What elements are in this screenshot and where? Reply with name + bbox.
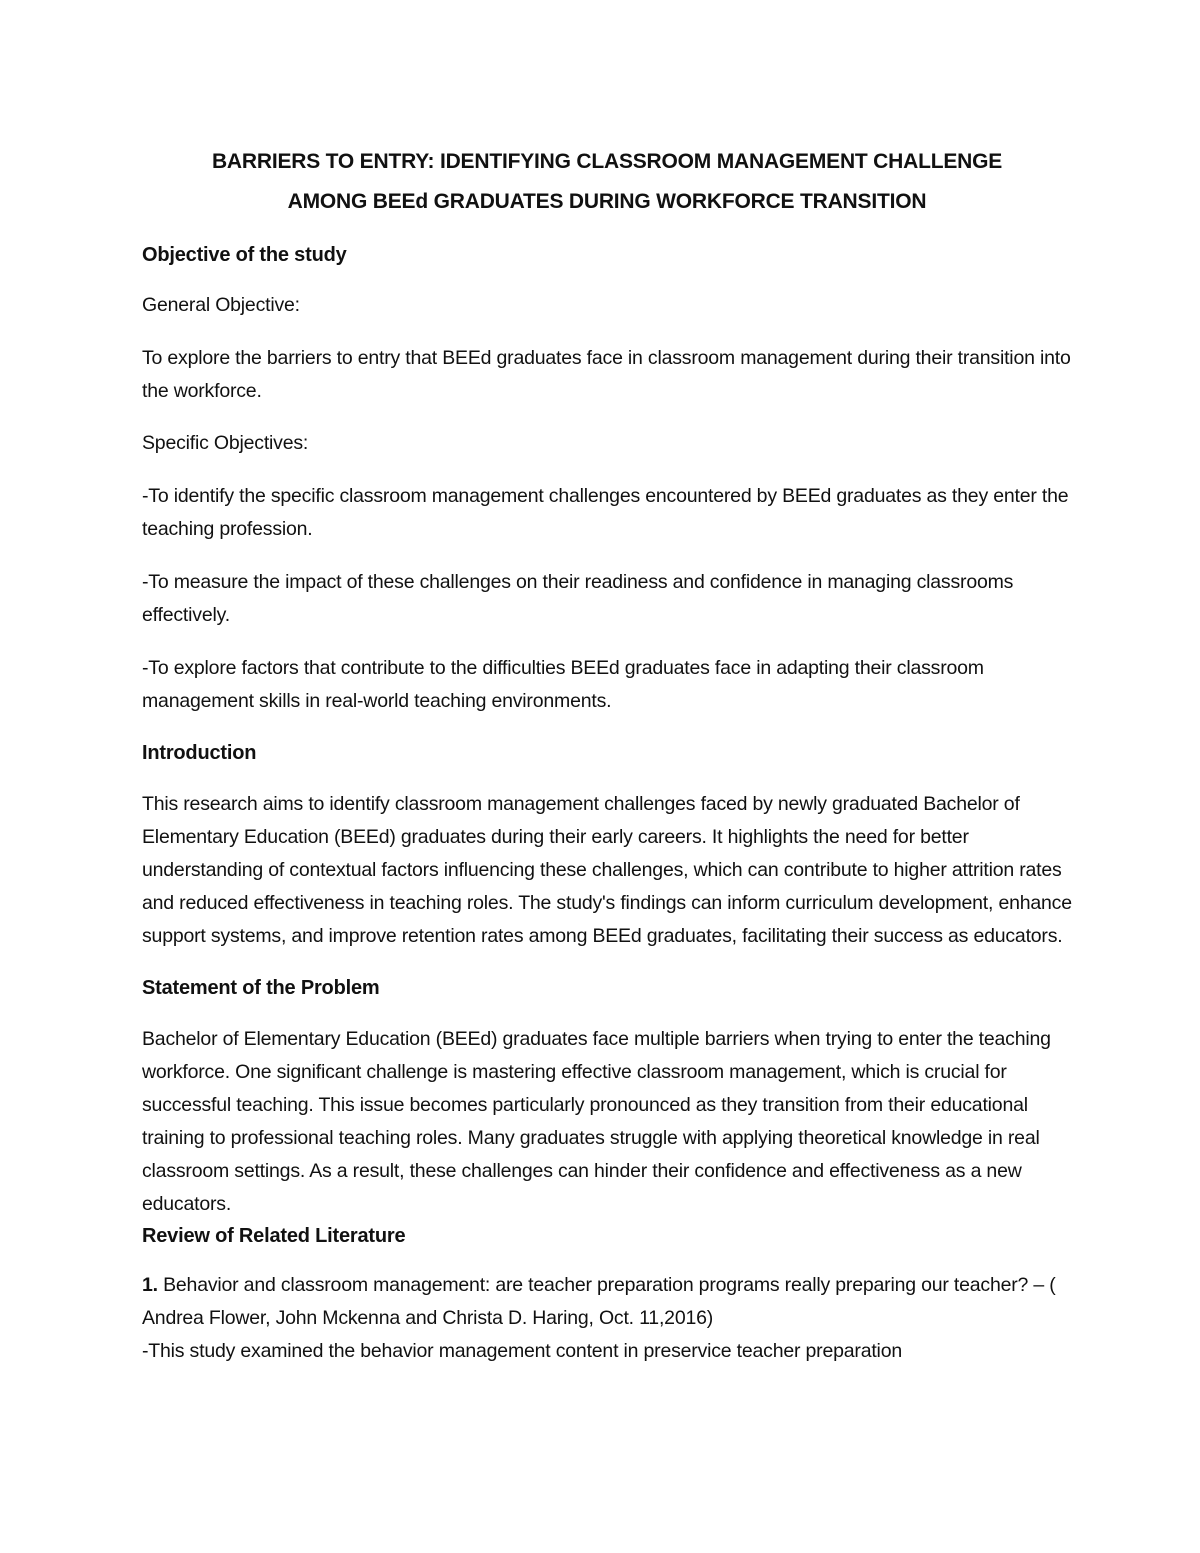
literature-item	[142, 1269, 1072, 1335]
specific-objective-item: -To measure the impact of these challenges on their readiness and confidence in managing classrooms effectively.	[142, 571, 1014, 626]
introduction-heading: Introduction	[142, 742, 257, 764]
literature-item-note: -This study examined the behavior management content in preservice teacher preparation	[142, 1340, 902, 1362]
title-line-1: BARRIERS TO ENTRY: IDENTIFYING CLASSROOM MANAGEMENT CHALLENGE	[211, 150, 1003, 173]
introduction-text: This research aims to identify classroom management challenges faced by newly graduated Bachelor of Elementary Education (BEEd) graduates during their early careers. It highlights the need for better understanding of contextual factors influencing these challenges, which can contribute to higher attrition rates and reduced effectiveness in teaching roles. The study's findings can inform curriculum development, enhance support systems, and improve retention rates among BEEd graduates, facilitating their success as educators.	[142, 793, 1072, 947]
problem-heading: Statement of the Problem	[142, 977, 380, 999]
general-objective-label: General Objective:	[142, 294, 300, 316]
specific-objective-item: -To explore factors that contribute to the difficulties BEEd graduates face in adapting their classroom management skills in real-world teaching environments.	[142, 657, 984, 712]
literature-item-number: 1.	[142, 1274, 158, 1296]
title-line-2: AMONG BEEd GRADUATES DURING WORKFORCE TRANSITION	[287, 190, 927, 213]
document-title	[142, 142, 1072, 222]
literature-item-title: Behavior and classroom management: are teacher preparation programs really preparing our teacher? – ( Andrea Flower, John Mckenna and Christa D. Haring, Oct. 11,2016)	[142, 1274, 1056, 1329]
problem-text: Bachelor of Elementary Education (BEEd) graduates face multiple barriers when trying to enter the teaching workforce. One significant challenge is mastering effective classroom management, which is crucial for successful teaching. This issue becomes particularly pronounced as they transition from their educational training to professional teaching roles. Many graduates struggle with applying theoretical knowledge in real classroom settings. As a result, these challenges can hinder their confidence and effectiveness as a new educators.	[142, 1028, 1051, 1215]
literature-heading: Review of Related Literature	[142, 1225, 406, 1247]
specific-objectives-label: Specific Objectives:	[142, 432, 309, 454]
specific-objective-item: -To identify the specific classroom management challenges encountered by BEEd graduates as they enter the teaching profession.	[142, 485, 1069, 540]
objective-heading: Objective of the study	[142, 244, 347, 266]
document-body	[142, 142, 1072, 1368]
general-objective-text: To explore the barriers to entry that BEEd graduates face in classroom management during their transition into the workforce.	[142, 347, 1071, 402]
